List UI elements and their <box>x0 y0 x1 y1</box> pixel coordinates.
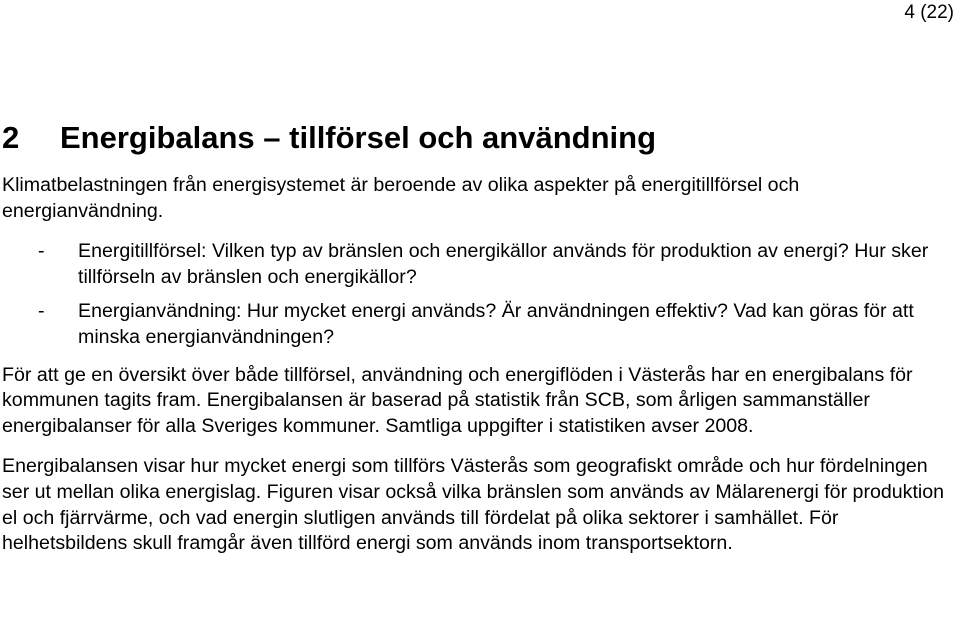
section-title: Energibalans – tillförsel och användning <box>60 120 657 155</box>
section-heading <box>2 118 656 158</box>
bullet-item <box>2 299 952 350</box>
body-text <box>2 173 952 557</box>
bullet-text: Energitillförsel: Vilken typ av bränslen och energikällor används för produktion av energi? Hur sker tillförseln av bränslen och energikällor? <box>78 240 929 288</box>
bullet-item <box>2 239 952 290</box>
paragraph: För att ge en översikt över både tillförsel, användning och energiflöden i Västerås har en energibalans för kommunen tagits fram. Energibalansen är baserad på statistik från SCB, som årligen sammanställer energibalanser för alla Sveriges kommuner. Samtliga uppgifter i statistiken avser 2008. <box>2 363 913 437</box>
bullet-text: Energianvändning: Hur mycket energi används? Är användningen effektiv? Vad kan göras för att minska energianvändningen? <box>78 300 914 348</box>
intro-paragraph: Klimatbelastningen från energisystemet är beroende av olika aspekter på energitillförsel och energianvändning. <box>2 174 800 222</box>
paragraph: Energibalansen visar hur mycket energi som tillförs Västerås som geografiskt område och hur fördelningen ser ut mellan olika energislag. Figuren visar också vilka bränslen som används av Mälarenergi för produktion el och fjärrvärme, och vad energin slutligen används till fördelat på olika sektorer i samhället. För helhetsbildens skull framgår även tillförd energi som används inom transportsektorn. <box>2 455 945 555</box>
page-number: 4 (22) <box>904 2 954 23</box>
bullet-marker: - <box>38 240 45 263</box>
section-number: 2 <box>2 120 20 155</box>
bullet-marker: - <box>38 300 45 323</box>
